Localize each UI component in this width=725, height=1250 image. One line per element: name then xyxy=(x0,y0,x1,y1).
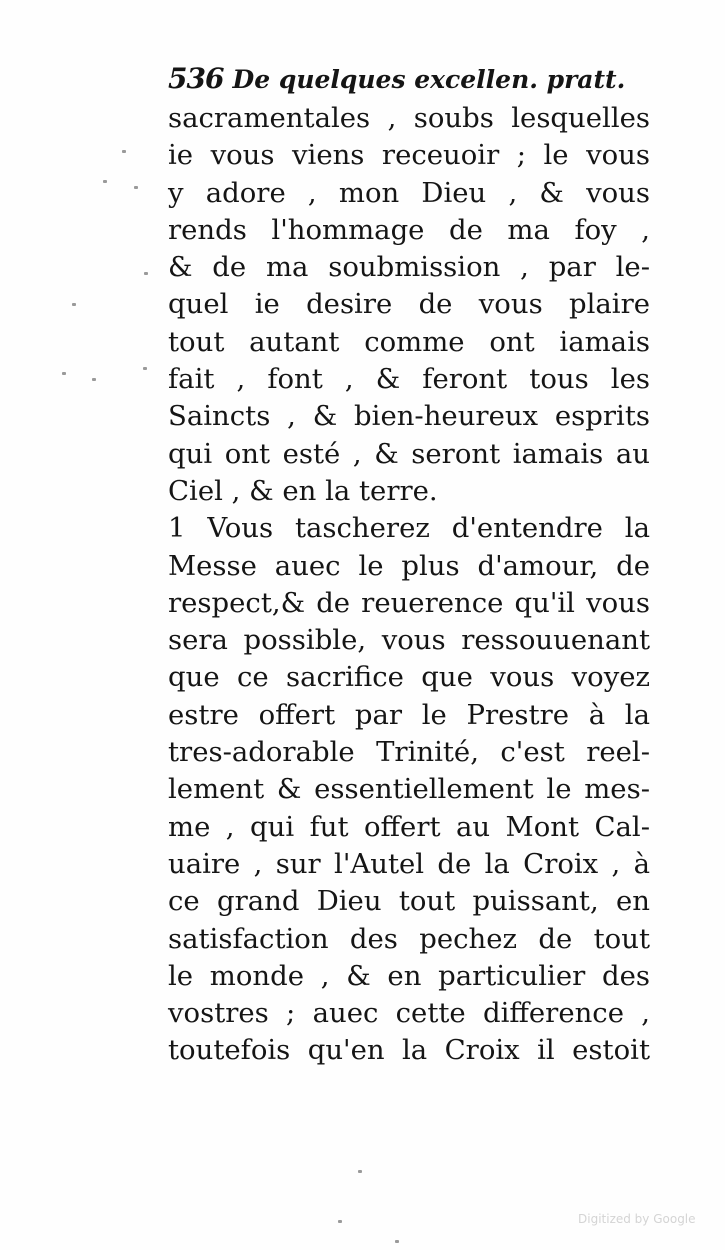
page-header xyxy=(168,62,648,102)
ink-speck xyxy=(122,150,126,153)
text-line: qui ont esté , & seront iamais au xyxy=(168,437,650,470)
text-line: lement & essentiellement le mes- xyxy=(168,773,650,806)
text-line: y adore , mon Dieu , & vous xyxy=(168,176,650,209)
text-line: fait , font , & feront tous les xyxy=(168,363,650,396)
text-line: ce grand Dieu tout puissant, en xyxy=(168,885,650,918)
text-line: estre offert par le Prestre à la xyxy=(168,698,650,731)
text-line: tout autant comme ont iamais xyxy=(168,325,650,358)
text-line: ie vous viens receuoir ; le vous xyxy=(168,139,650,172)
page-number: 536 xyxy=(168,62,224,95)
text-line: Messe auec le plus d'amour, de xyxy=(168,549,650,582)
body-text xyxy=(168,100,650,1070)
text-line: Ciel , & en la terre. xyxy=(168,474,438,507)
text-line: rends l'hommage de ma foy , xyxy=(168,213,650,246)
ink-speck xyxy=(72,303,76,306)
text-line: uaire , sur l'Autel de la Croix , à xyxy=(168,847,650,880)
text-line: sacramentales , soubs lesquelles xyxy=(168,102,650,134)
ink-speck xyxy=(92,378,96,381)
running-head: De quelques excellen. pratt. xyxy=(232,65,626,94)
text-line: me , qui fut offert au Mont Cal- xyxy=(168,810,650,843)
text-line: quel ie desire de vous plaire xyxy=(168,288,650,321)
text-line: & de ma soubmission , par le- xyxy=(168,251,650,284)
text-line: Saincts , & bien-heureux esprits xyxy=(168,400,650,433)
ink-speck xyxy=(103,180,107,183)
text-line: tres-adorable Trinité, c'est reel- xyxy=(168,736,650,769)
ink-speck xyxy=(338,1220,342,1223)
text-line: le monde , & en particulier des xyxy=(168,959,650,992)
text-line: satisfaction des pechez de tout xyxy=(168,922,650,955)
text-line: respect,& de reuerence qu'il vous xyxy=(168,586,650,619)
text-line: que ce sacrifice que vous voyez xyxy=(168,661,650,694)
text-line: toutefois qu'en la Croix il estoit xyxy=(168,1034,650,1067)
text-line: vostres ; auec cette difference , xyxy=(168,997,650,1030)
ink-speck xyxy=(395,1240,399,1243)
ink-speck xyxy=(134,186,138,189)
text-line: sera possible, vous ressouuenant xyxy=(168,624,650,657)
digitization-watermark: Digitized by Google xyxy=(578,1212,696,1226)
ink-speck xyxy=(62,372,66,375)
ink-speck xyxy=(143,367,147,370)
text-line: 1 Vous tascherez d'entendre la xyxy=(168,512,650,545)
ink-speck xyxy=(144,272,148,275)
ink-speck xyxy=(358,1170,362,1173)
